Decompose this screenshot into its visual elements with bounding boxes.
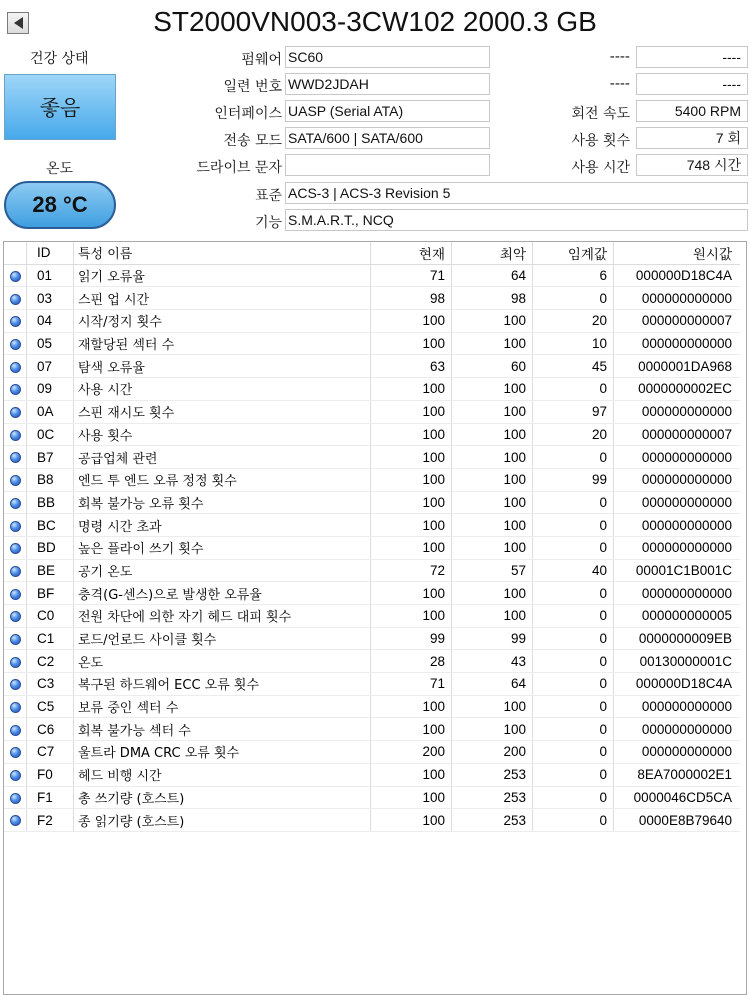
attribute-name: 충격(G-센스)으로 발생한 오류율 [74, 582, 371, 605]
current-value: 63 [371, 355, 452, 378]
current-value: 100 [371, 514, 452, 537]
raw-value: 000000000005 [614, 605, 741, 628]
status-cell [4, 400, 27, 423]
blank2-label: ---- [609, 76, 630, 92]
current-value: 100 [371, 605, 452, 628]
attribute-id: F1 [27, 786, 74, 809]
status-dot-icon [10, 747, 21, 758]
status-dot-icon [10, 452, 21, 463]
attribute-name: 높은 플라이 쓰기 횟수 [74, 536, 371, 559]
threshold-value: 0 [533, 741, 614, 764]
raw-column-header[interactable]: 원시값 [614, 242, 741, 264]
current-value: 71 [371, 264, 452, 287]
raw-value: 000000000000 [614, 536, 741, 559]
threshold-column-header[interactable]: 임계값 [533, 242, 614, 264]
current-column-header[interactable]: 현재 [371, 242, 452, 264]
current-value: 100 [371, 763, 452, 786]
current-value: 99 [371, 627, 452, 650]
current-value: 28 [371, 650, 452, 673]
status-cell [4, 809, 27, 832]
status-cell [4, 786, 27, 809]
worst-value: 43 [452, 650, 533, 673]
threshold-value: 20 [533, 310, 614, 333]
health-label: 건강 상태 [30, 51, 89, 67]
raw-value: 000000D18C4A [614, 673, 741, 696]
worst-value: 57 [452, 559, 533, 582]
status-dot-icon [10, 498, 21, 509]
table-row[interactable] [4, 627, 740, 650]
threshold-value: 0 [533, 514, 614, 537]
status-cell [4, 468, 27, 491]
status-cell [4, 332, 27, 355]
top-divider [0, 2, 750, 3]
threshold-value: 0 [533, 650, 614, 673]
worst-value: 100 [452, 446, 533, 469]
attribute-id: BC [27, 514, 74, 537]
power-count-label: 사용 횟수 [571, 133, 630, 149]
current-value: 100 [371, 582, 452, 605]
attribute-name: 복구된 하드웨어 ECC 오류 횟수 [74, 673, 371, 696]
worst-value: 100 [452, 582, 533, 605]
worst-value: 100 [452, 332, 533, 355]
table-row[interactable] [4, 400, 740, 423]
worst-value: 253 [452, 763, 533, 786]
firmware-field[interactable]: SC60 [285, 46, 490, 68]
current-value: 100 [371, 310, 452, 333]
attribute-name: 명령 시간 초과 [74, 514, 371, 537]
raw-value: 00130000001C [614, 650, 741, 673]
raw-value: 000000000000 [614, 446, 741, 469]
raw-value: 000000000000 [614, 332, 741, 355]
rotation-label: 회전 속도 [571, 106, 630, 122]
raw-value: 000000000000 [614, 741, 741, 764]
attribute-name: 회복 불가능 섹터 수 [74, 718, 371, 741]
smart-header-row [4, 242, 740, 264]
attribute-name: 읽기 오류율 [74, 264, 371, 287]
temperature-label: 온도 [46, 161, 74, 177]
status-cell [4, 423, 27, 446]
raw-value: 000000000000 [614, 287, 741, 310]
status-cell [4, 695, 27, 718]
table-row[interactable] [4, 718, 740, 741]
status-cell [4, 264, 27, 287]
status-cell [4, 605, 27, 628]
current-value: 71 [371, 673, 452, 696]
current-value: 100 [371, 400, 452, 423]
table-row[interactable] [4, 355, 740, 378]
attribute-id: BB [27, 491, 74, 514]
attribute-name: 스핀 재시도 횟수 [74, 400, 371, 423]
raw-value: 000000000000 [614, 718, 741, 741]
status-dot-icon [10, 543, 21, 554]
attribute-id: B7 [27, 446, 74, 469]
status-dot-icon [10, 316, 21, 327]
status-dot-icon [10, 339, 21, 350]
drive-letter-field[interactable] [285, 154, 490, 176]
raw-value: 000000000000 [614, 582, 741, 605]
attribute-name: 총 쓰기량 (호스트) [74, 786, 371, 809]
status-dot-icon [10, 362, 21, 373]
raw-value: 000000000000 [614, 468, 741, 491]
worst-value: 100 [452, 378, 533, 401]
current-value: 100 [371, 718, 452, 741]
id-column-header[interactable]: ID [27, 242, 74, 264]
features-field[interactable]: S.M.A.R.T., NCQ [285, 209, 748, 231]
worst-value: 100 [452, 695, 533, 718]
worst-value: 100 [452, 400, 533, 423]
worst-value: 253 [452, 809, 533, 832]
threshold-value: 45 [533, 355, 614, 378]
standard-label: 표준 [254, 188, 282, 204]
threshold-value: 0 [533, 627, 614, 650]
attribute-name: 전원 차단에 의한 자기 헤드 대피 횟수 [74, 605, 371, 628]
temperature-badge[interactable]: 28 °C [4, 181, 116, 229]
status-dot-icon [10, 657, 21, 668]
current-value: 100 [371, 378, 452, 401]
current-value: 72 [371, 559, 452, 582]
status-dot-icon [10, 475, 21, 486]
attribute-name: 헤드 비행 시간 [74, 763, 371, 786]
serial-label: 일련 번호 [223, 79, 282, 95]
table-row[interactable] [4, 559, 740, 582]
threshold-value: 0 [533, 763, 614, 786]
transfer-mode-label: 전송 모드 [223, 133, 282, 149]
name-column-header[interactable]: 특성 이름 [74, 242, 371, 264]
smart-table-body [4, 264, 740, 831]
status-dot-icon [10, 702, 21, 713]
attribute-name: 엔드 투 엔드 오류 정정 횟수 [74, 468, 371, 491]
raw-value: 00001C1B001C [614, 559, 741, 582]
current-value: 100 [371, 446, 452, 469]
attribute-name: 울트라 DMA CRC 오류 횟수 [74, 741, 371, 764]
attribute-id: 09 [27, 378, 74, 401]
status-column-header[interactable] [4, 242, 27, 264]
status-dot-icon [10, 566, 21, 577]
table-row[interactable] [4, 423, 740, 446]
table-row[interactable] [4, 582, 740, 605]
table-row[interactable] [4, 695, 740, 718]
attribute-id: C1 [27, 627, 74, 650]
attribute-id: C2 [27, 650, 74, 673]
worst-value: 253 [452, 786, 533, 809]
table-row[interactable] [4, 446, 740, 469]
threshold-value: 0 [533, 695, 614, 718]
status-cell [4, 491, 27, 514]
attribute-name: 회복 불가능 오류 횟수 [74, 491, 371, 514]
attribute-id: BD [27, 536, 74, 559]
table-row[interactable] [4, 310, 740, 333]
raw-value: 0000046CD5CA [614, 786, 741, 809]
table-row[interactable] [4, 514, 740, 537]
status-cell [4, 514, 27, 537]
attribute-id: 0A [27, 400, 74, 423]
worst-column-header[interactable]: 최악 [452, 242, 533, 264]
threshold-value: 0 [533, 491, 614, 514]
status-cell [4, 741, 27, 764]
threshold-value: 0 [533, 809, 614, 832]
attribute-name: 종 읽기량 (호스트) [74, 809, 371, 832]
current-value: 100 [371, 809, 452, 832]
power-hours-field[interactable]: 748 시간 [636, 154, 748, 176]
table-row[interactable] [4, 536, 740, 559]
table-row[interactable] [4, 809, 740, 832]
threshold-value: 0 [533, 673, 614, 696]
status-dot-icon [10, 793, 21, 804]
worst-value: 100 [452, 491, 533, 514]
status-cell [4, 536, 27, 559]
worst-value: 98 [452, 287, 533, 310]
threshold-value: 40 [533, 559, 614, 582]
status-dot-icon [10, 521, 21, 532]
attribute-id: BE [27, 559, 74, 582]
features-label: 기능 [254, 215, 282, 231]
table-row[interactable] [4, 605, 740, 628]
attribute-id: C6 [27, 718, 74, 741]
table-row[interactable] [4, 264, 740, 287]
blank1-field[interactable]: ---- [636, 46, 748, 68]
threshold-value: 10 [533, 332, 614, 355]
smart-attributes-list[interactable] [3, 241, 747, 995]
rotation-field[interactable]: 5400 RPM [636, 100, 748, 122]
raw-value: 0000000002EC [614, 378, 741, 401]
raw-value: 0000000009EB [614, 627, 741, 650]
blank2-field[interactable]: ---- [636, 73, 748, 95]
attribute-name: 스핀 업 시간 [74, 287, 371, 310]
raw-value: 0000E8B79640 [614, 809, 741, 832]
threshold-value: 0 [533, 446, 614, 469]
worst-value: 100 [452, 718, 533, 741]
status-cell [4, 763, 27, 786]
status-dot-icon [10, 770, 21, 781]
attribute-name: 로드/언로드 사이클 횟수 [74, 627, 371, 650]
status-cell [4, 650, 27, 673]
serial-field[interactable]: WWD2JDAH [285, 73, 490, 95]
status-dot-icon [10, 271, 21, 282]
status-dot-icon [10, 589, 21, 600]
attribute-name: 보류 중인 섹터 수 [74, 695, 371, 718]
worst-value: 100 [452, 514, 533, 537]
table-row[interactable] [4, 673, 740, 696]
attribute-id: 01 [27, 264, 74, 287]
threshold-value: 0 [533, 605, 614, 628]
attribute-name: 공급업체 관련 [74, 446, 371, 469]
current-value: 100 [371, 491, 452, 514]
standard-field[interactable]: ACS-3 | ACS-3 Revision 5 [285, 182, 748, 204]
threshold-value: 6 [533, 264, 614, 287]
attribute-name: 재할당된 섹터 수 [74, 332, 371, 355]
attribute-id: 04 [27, 310, 74, 333]
firmware-label: 펌웨어 [241, 52, 282, 68]
table-row[interactable] [4, 491, 740, 514]
threshold-value: 0 [533, 786, 614, 809]
table-row[interactable] [4, 786, 740, 809]
power-hours-label: 사용 시간 [571, 160, 630, 176]
status-dot-icon [10, 634, 21, 645]
interface-field[interactable]: UASP (Serial ATA) [285, 100, 490, 122]
attribute-id: 05 [27, 332, 74, 355]
threshold-value: 0 [533, 718, 614, 741]
attribute-id: 03 [27, 287, 74, 310]
current-value: 100 [371, 468, 452, 491]
threshold-value: 0 [533, 536, 614, 559]
threshold-value: 99 [533, 468, 614, 491]
interface-label: 인터페이스 [214, 106, 282, 122]
status-dot-icon [10, 815, 21, 826]
status-dot-icon [10, 725, 21, 736]
current-value: 200 [371, 741, 452, 764]
attribute-id: BF [27, 582, 74, 605]
worst-value: 100 [452, 605, 533, 628]
table-row[interactable] [4, 763, 740, 786]
worst-value: 60 [452, 355, 533, 378]
raw-value: 0000001DA968 [614, 355, 741, 378]
worst-value: 99 [452, 627, 533, 650]
status-dot-icon [10, 430, 21, 441]
current-value: 100 [371, 695, 452, 718]
current-value: 100 [371, 423, 452, 446]
table-row[interactable] [4, 332, 740, 355]
attribute-name: 사용 횟수 [74, 423, 371, 446]
status-dot-icon [10, 407, 21, 418]
threshold-value: 0 [533, 582, 614, 605]
raw-value: 000000000000 [614, 400, 741, 423]
status-cell [4, 355, 27, 378]
attribute-name: 탐색 오류율 [74, 355, 371, 378]
status-cell [4, 446, 27, 469]
raw-value: 000000000007 [614, 423, 741, 446]
worst-value: 100 [452, 423, 533, 446]
status-cell [4, 718, 27, 741]
health-status-badge[interactable]: 좋음 [4, 74, 116, 140]
threshold-value: 0 [533, 378, 614, 401]
status-cell [4, 582, 27, 605]
attribute-id: 07 [27, 355, 74, 378]
status-cell [4, 287, 27, 310]
smart-table [4, 242, 740, 832]
threshold-value: 0 [533, 287, 614, 310]
threshold-value: 97 [533, 400, 614, 423]
status-dot-icon [10, 611, 21, 622]
attribute-id: 0C [27, 423, 74, 446]
attribute-id: C7 [27, 741, 74, 764]
table-row[interactable] [4, 378, 740, 401]
attribute-name: 시작/정지 횟수 [74, 310, 371, 333]
status-cell [4, 378, 27, 401]
worst-value: 100 [452, 310, 533, 333]
transfer-mode-field[interactable]: SATA/600 | SATA/600 [285, 127, 490, 149]
raw-value: 8EA7000002E1 [614, 763, 741, 786]
status-cell [4, 559, 27, 582]
table-row[interactable] [4, 468, 740, 491]
attribute-id: C0 [27, 605, 74, 628]
raw-value: 000000000007 [614, 310, 741, 333]
raw-value: 000000D18C4A [614, 264, 741, 287]
attribute-name: 공기 온도 [74, 559, 371, 582]
attribute-id: C3 [27, 673, 74, 696]
status-cell [4, 310, 27, 333]
power-count-field[interactable]: 7 회 [636, 127, 748, 149]
raw-value: 000000000000 [614, 514, 741, 537]
worst-value: 200 [452, 741, 533, 764]
attribute-id: F2 [27, 809, 74, 832]
attribute-id: C5 [27, 695, 74, 718]
worst-value: 100 [452, 536, 533, 559]
current-value: 100 [371, 332, 452, 355]
status-cell [4, 673, 27, 696]
raw-value: 000000000000 [614, 491, 741, 514]
worst-value: 100 [452, 468, 533, 491]
current-value: 100 [371, 536, 452, 559]
drive-letter-label: 드라이브 문자 [196, 160, 282, 176]
worst-value: 64 [452, 673, 533, 696]
status-dot-icon [10, 294, 21, 305]
status-cell [4, 627, 27, 650]
disk-title: ST2000VN003-3CW102 2000.3 GB [153, 6, 597, 37]
attribute-id: B8 [27, 468, 74, 491]
table-row[interactable] [4, 741, 740, 764]
current-value: 100 [371, 786, 452, 809]
attribute-name: 온도 [74, 650, 371, 673]
threshold-value: 20 [533, 423, 614, 446]
status-dot-icon [10, 679, 21, 690]
status-dot-icon [10, 384, 21, 395]
attribute-id: F0 [27, 763, 74, 786]
raw-value: 000000000000 [614, 695, 741, 718]
current-value: 98 [371, 287, 452, 310]
worst-value: 64 [452, 264, 533, 287]
table-row[interactable] [4, 650, 740, 673]
table-row[interactable] [4, 287, 740, 310]
attribute-name: 사용 시간 [74, 378, 371, 401]
blank1-label: ---- [609, 49, 630, 65]
